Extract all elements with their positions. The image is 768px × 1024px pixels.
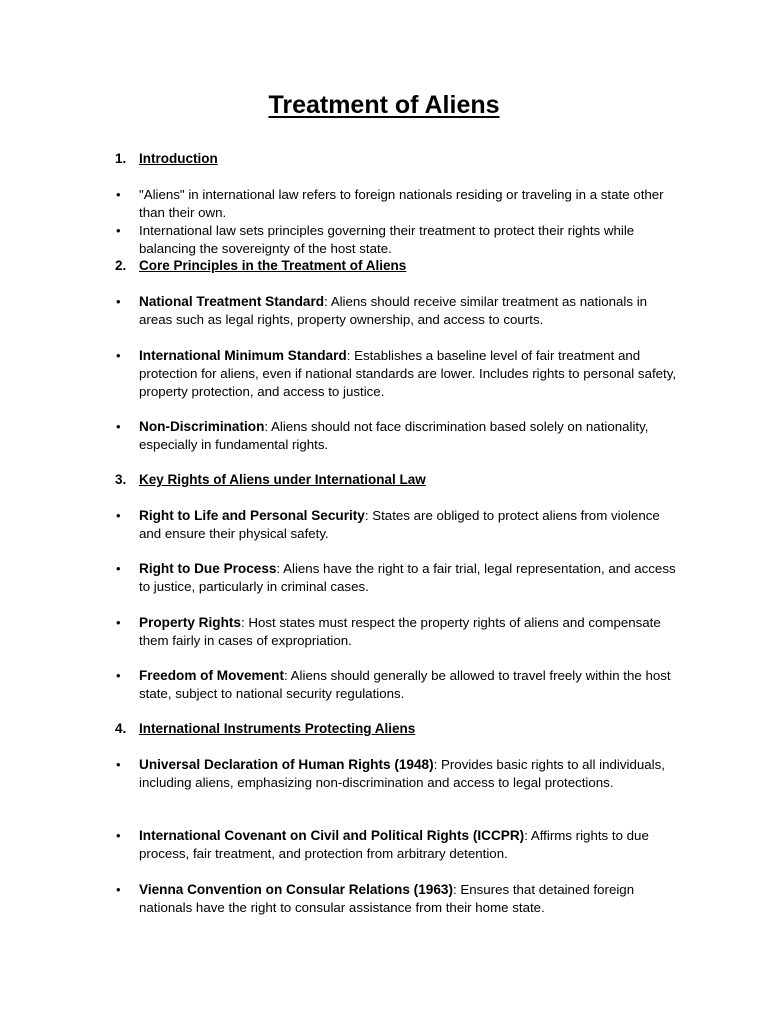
item-term: International Minimum Standard bbox=[139, 348, 347, 363]
list-item bbox=[139, 222, 679, 258]
page-title: Treatment of Aliens bbox=[268, 91, 500, 119]
item-term: Property Rights bbox=[139, 615, 241, 630]
item-text: : States are obliged to protect aliens from violence and ensure their physical safety. bbox=[139, 508, 660, 541]
section-3-heading bbox=[115, 471, 675, 489]
section-title: International Instruments Protecting Aliens bbox=[139, 721, 416, 736]
item-term: International Covenant on Civil and Political Rights (ICCPR) bbox=[139, 828, 525, 843]
item-text: : Affirms rights to due process, fair treatment, and protection from arbitrary detention. bbox=[139, 828, 649, 861]
item-text: : Ensures that detained foreign nationals have the right to consular assistance from their home state. bbox=[139, 882, 635, 915]
section-title: Core Principles in the Treatment of Aliens bbox=[139, 258, 407, 273]
list-item bbox=[139, 293, 679, 329]
item-term: Right to Life and Personal Security bbox=[139, 508, 365, 523]
section-number: 4. bbox=[115, 721, 127, 736]
item-term: Freedom of Movement bbox=[139, 668, 285, 683]
item-text: : Aliens should generally be allowed to travel freely within the host state, subject to national security regulations. bbox=[139, 668, 671, 701]
list-item bbox=[139, 186, 679, 222]
section-number: 2. bbox=[115, 258, 127, 273]
list-item bbox=[139, 614, 679, 650]
section-number: 3. bbox=[115, 472, 127, 487]
list-item bbox=[139, 507, 679, 543]
item-term: Universal Declaration of Human Rights (1948) bbox=[139, 757, 434, 772]
item-term: National Treatment Standard bbox=[139, 294, 325, 309]
item-term: Right to Due Process bbox=[139, 561, 277, 576]
item-term: Non-Discrimination bbox=[139, 419, 265, 434]
section-2-heading bbox=[115, 257, 675, 275]
section-title: Key Rights of Aliens under International Law bbox=[139, 472, 426, 487]
item-text: : Aliens have the right to a fair trial, legal representation, and access to justice, particularly in criminal cases. bbox=[139, 561, 676, 594]
section-4-heading bbox=[115, 720, 675, 738]
item-text: "Aliens" in international law refers to foreign nationals residing or traveling in a state other than their own. bbox=[139, 187, 664, 220]
list-item bbox=[139, 418, 679, 454]
list-item bbox=[139, 881, 679, 917]
list-item bbox=[139, 827, 679, 863]
section-number: 1. bbox=[115, 151, 127, 166]
item-text: : Aliens should not face discrimination based solely on nationality, especially in fundamental rights. bbox=[139, 419, 649, 452]
list-item bbox=[139, 347, 679, 401]
item-text: : Establishes a baseline level of fair treatment and protection for aliens, even if national standards are lower. Includes rights to personal safety, property protection, and access to justice. bbox=[139, 348, 677, 399]
item-text: : Host states must respect the property rights of aliens and compensate them fairly in cases of expropriation. bbox=[139, 615, 661, 648]
item-text: International law sets principles governing their treatment to protect their rights while balancing the sovereignty of the host state. bbox=[139, 223, 635, 256]
list-item bbox=[139, 560, 679, 596]
section-title: Introduction bbox=[139, 151, 218, 166]
section-1-heading bbox=[115, 150, 675, 168]
list-item bbox=[139, 667, 679, 703]
list-item bbox=[139, 756, 679, 792]
item-term: Vienna Convention on Consular Relations (1963) bbox=[139, 882, 453, 897]
item-text: : Provides basic rights to all individuals, including aliens, emphasizing non-discrimination and access to legal protections. bbox=[139, 757, 665, 790]
item-text: : Aliens should receive similar treatment as nationals in areas such as legal rights, property ownership, and access to courts. bbox=[139, 294, 648, 327]
